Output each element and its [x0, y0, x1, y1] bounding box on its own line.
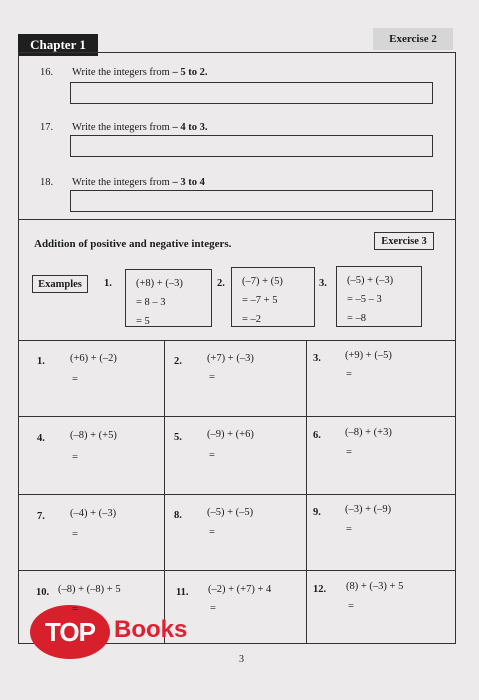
page-number: 3 — [239, 654, 244, 665]
grid-line — [18, 340, 456, 341]
problem-1-number: 1. — [37, 356, 45, 367]
grid-line — [18, 494, 456, 495]
problem-10-number: 10. — [36, 587, 50, 598]
question-17 — [40, 122, 207, 133]
problem-9-answer[interactable]: = — [346, 524, 352, 535]
problem-5-number: 5. — [174, 432, 182, 443]
answer-box-16[interactable] — [70, 82, 433, 104]
exercise-3-label: Exercise 3 — [374, 232, 434, 250]
problem-4-expression: (–8) + (+5) — [70, 430, 117, 441]
example-line: = 5 — [136, 316, 150, 327]
grid-line — [18, 570, 456, 571]
example-line: (+8) + (–3) — [136, 278, 183, 289]
problem-11-number: 11. — [176, 587, 189, 598]
question-number: 17. — [40, 122, 54, 133]
problem-12-number: 12. — [313, 584, 327, 595]
answer-box-18[interactable] — [70, 190, 433, 212]
problem-9-expression: (–3) + (–9) — [345, 504, 392, 515]
problem-8-answer[interactable]: = — [209, 527, 215, 538]
problem-4-answer[interactable]: = — [72, 452, 78, 463]
problem-10-expression: (–8) + (–8) + 5 — [58, 584, 121, 595]
topbooks-logo-text: Books — [114, 616, 188, 643]
question-range: – 5 to 2. — [172, 67, 208, 78]
problem-6-answer[interactable]: = — [346, 447, 352, 458]
problem-9-number: 9. — [313, 507, 321, 518]
question-text: Write the integers from — [72, 177, 170, 188]
question-number: 18. — [40, 177, 54, 188]
question-number: 16. — [40, 67, 54, 78]
answer-box-17[interactable] — [70, 135, 433, 157]
problem-6-expression: (–8) + (+3) — [345, 427, 392, 438]
example-1-number: 1. — [104, 278, 112, 289]
example-line: = –2 — [242, 314, 262, 325]
question-18 — [40, 177, 205, 188]
example-3-number: 3. — [319, 278, 327, 289]
problem-1-expression: (+6) + (–2) — [70, 353, 117, 364]
problem-7-number: 7. — [37, 511, 45, 522]
problem-3-number: 3. — [313, 353, 321, 364]
grid-line — [164, 340, 165, 644]
chapter-tab: Chapter 1 — [18, 34, 98, 56]
exercise-2-tab: Exercise 2 — [373, 28, 453, 50]
example-line: (–5) + (–3) — [347, 275, 394, 286]
problem-11-answer[interactable]: = — [210, 603, 216, 614]
problem-3-expression: (+9) + (–5) — [345, 350, 392, 361]
problem-3-answer[interactable]: = — [346, 369, 352, 380]
question-range: – 3 to 4 — [172, 177, 205, 188]
example-1-box — [125, 269, 212, 327]
question-16 — [40, 67, 207, 78]
problem-10-answer[interactable]: = — [72, 604, 78, 615]
problem-7-expression: (–4) + (–3) — [70, 508, 117, 519]
problem-6-number: 6. — [313, 430, 321, 441]
problem-11-expression: (–2) + (+7) + 4 — [208, 584, 272, 595]
problem-2-number: 2. — [174, 356, 182, 367]
example-line: = –7 + 5 — [242, 295, 278, 306]
problem-2-answer[interactable]: = — [209, 372, 215, 383]
problem-12-expression: (8) + (–3) + 5 — [346, 581, 404, 592]
example-2-number: 2. — [217, 278, 225, 289]
example-line: = 8 – 3 — [136, 297, 166, 308]
topbooks-logo-badge: TOP — [30, 605, 110, 659]
example-3-box — [336, 266, 422, 327]
problem-8-expression: (–5) + (–5) — [207, 507, 254, 518]
problem-7-answer[interactable]: = — [72, 529, 78, 540]
problem-5-answer[interactable]: = — [209, 450, 215, 461]
question-range: – 4 to 3. — [172, 122, 208, 133]
question-text: Write the integers from — [72, 122, 170, 133]
grid-line — [18, 416, 456, 417]
problem-4-number: 4. — [37, 433, 45, 444]
example-line: (–7) + (5) — [242, 276, 283, 287]
examples-label: Examples — [32, 275, 88, 293]
problem-1-answer[interactable]: = — [72, 374, 78, 385]
example-2-box — [231, 267, 315, 327]
section-divider — [18, 219, 456, 220]
section-title: Addition of positive and negative integers. — [34, 238, 232, 250]
problem-5-expression: (–9) + (+6) — [207, 429, 254, 440]
question-text: Write the integers from — [72, 67, 170, 78]
problem-8-number: 8. — [174, 510, 182, 521]
example-line: = –8 — [347, 313, 367, 324]
problem-12-answer[interactable]: = — [348, 601, 354, 612]
example-line: = –5 – 3 — [347, 294, 382, 305]
grid-line — [306, 340, 307, 644]
problem-2-expression: (+7) + (–3) — [207, 353, 254, 364]
